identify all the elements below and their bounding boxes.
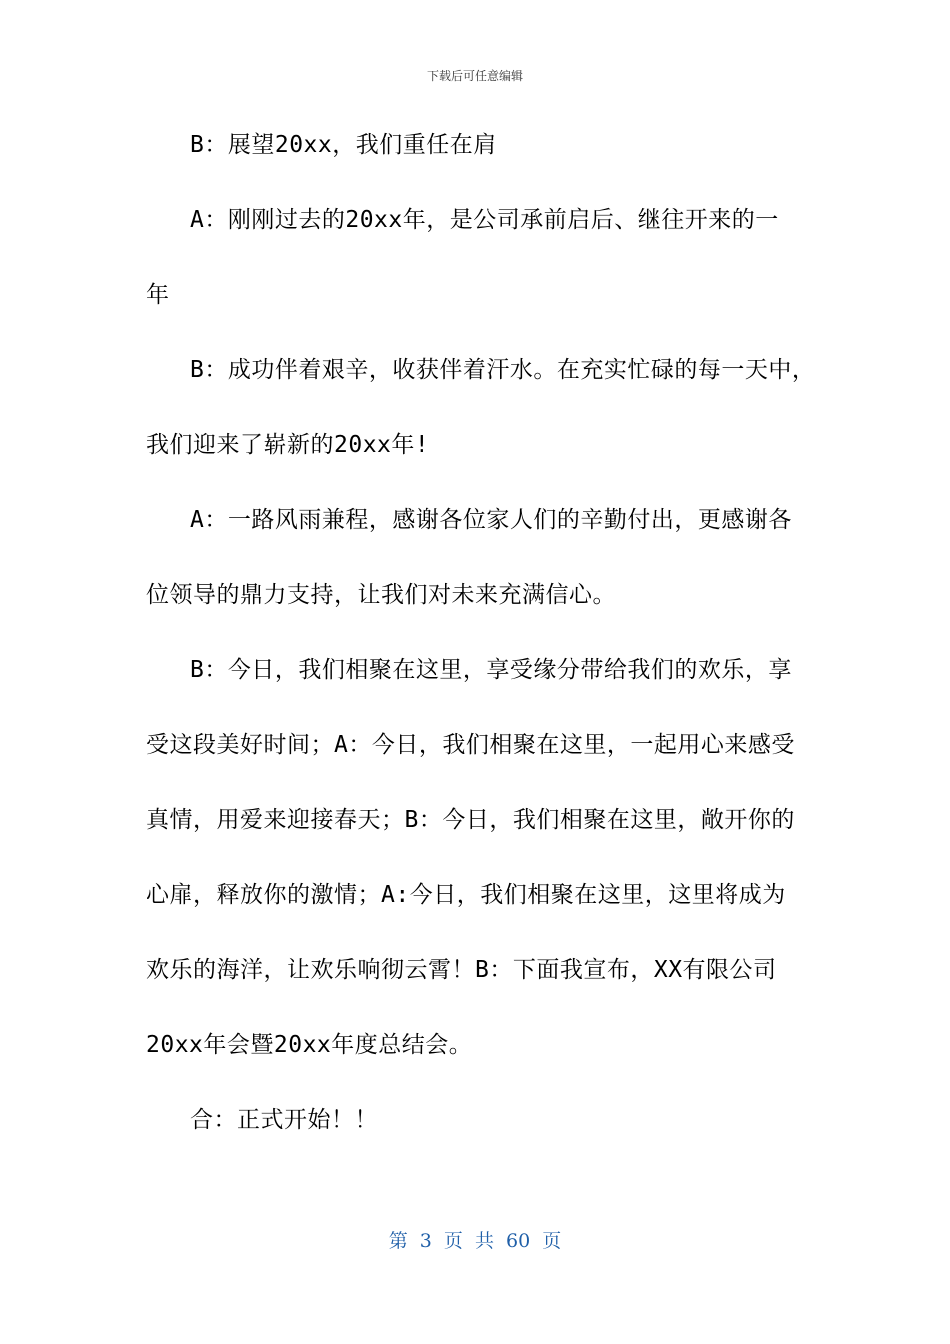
paragraph-line: 合：正式开始！！	[190, 1107, 378, 1133]
paragraph-line: 心扉，释放你的激情；A:今日，我们相聚在这里，这里将成为	[146, 882, 786, 908]
header-note: 下载后可任意编辑	[426, 69, 523, 83]
paragraph-line: B：展望20xx，我们重任在肩	[190, 132, 497, 158]
paragraph-line: 真情，用爱来迎接春天；B：今日，我们相聚在这里，敞开你的	[146, 807, 795, 833]
paragraph-line: 欢乐的海洋，让欢乐响彻云霄！B：下面我宣布，XX有限公司	[146, 957, 777, 983]
paragraph-line: 20xx年会暨20xx年度总结会。	[146, 1032, 473, 1058]
paragraph-line: B：成功伴着艰辛，收获伴着汗水。在充实忙碌的每一天中，	[190, 357, 816, 383]
paragraph-line: 受这段美好时间；A：今日，我们相聚在这里，一起用心来感受	[146, 732, 795, 758]
paragraph-line: B：今日，我们相聚在这里，享受缘分带给我们的欢乐，享	[190, 657, 792, 683]
paragraph-line: 位领导的鼎力支持，让我们对未来充满信心。	[146, 582, 616, 608]
paragraph-line: A：刚刚过去的20xx年，是公司承前启后、继往开来的一	[190, 207, 779, 233]
page-number: 第 3 页 共 60 页	[388, 1230, 562, 1252]
paragraph-line: 年	[146, 282, 170, 308]
paragraph-line: A：一路风雨兼程，感谢各位家人们的辛勤付出，更感谢各	[190, 507, 792, 533]
paragraph-line: 我们迎来了崭新的20xx年!	[146, 432, 430, 458]
